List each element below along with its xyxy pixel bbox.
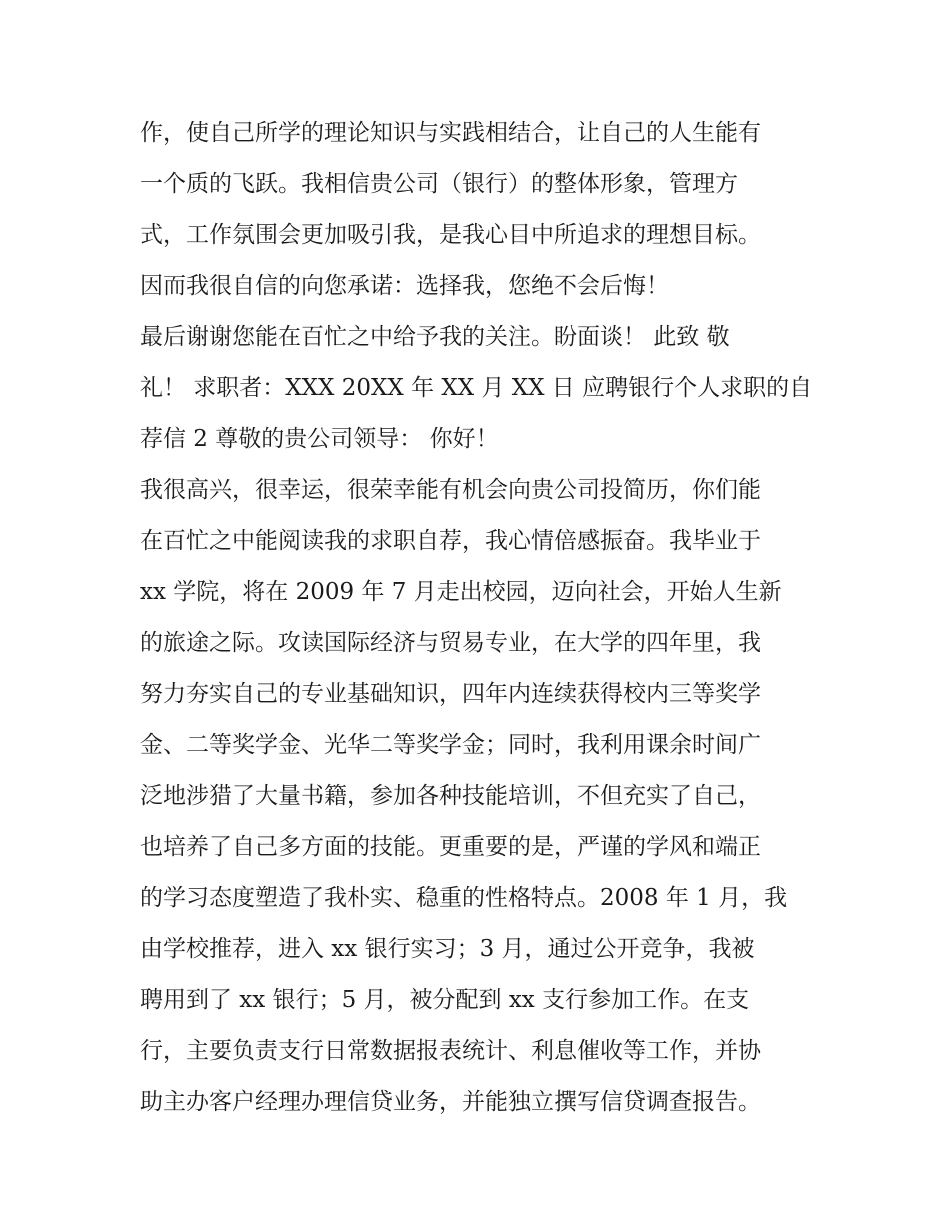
text-line-5: 最后谢谢您能在百忙之中给予我的关注。盼面谈！ 此致 敬 xyxy=(140,324,730,350)
text-line-10: xx 学院，将在 2009 年 7 月走出校园，迈向社会，开始人生新 xyxy=(140,579,782,605)
text-line-17: 由学校推荐，进入 xx 银行实习；3 月，通过公开竞争，我被 xyxy=(140,936,755,962)
text-line-2: 一个质的飞跃。我相信贵公司（银行）的整体形象，管理方 xyxy=(140,171,738,197)
text-line-12: 努力夯实自己的专业基础知识，四年内连续获得校内三等奖学 xyxy=(140,681,761,707)
text-line-9: 在百忙之中能阅读我的求职自荐，我心情倍感振奋。我毕业于 xyxy=(140,528,761,554)
text-line-15: 也培养了自己多方面的技能。更重要的是，严谨的学风和端正 xyxy=(140,834,761,860)
text-line-8: 我很高兴，很幸运，很荣幸能有机会向贵公司投简历，你们能 xyxy=(140,477,761,503)
text-line-11: 的旅途之际。攻读国际经济与贸易专业，在大学的四年里，我 xyxy=(140,630,761,656)
text-line-1: 作，使自己所学的理论知识与实践相结合，让自己的人生能有 xyxy=(140,120,761,146)
text-line-4: 因而我很自信的向您承诺：选择我，您绝不会后悔！ xyxy=(140,273,669,299)
text-line-19: 行，主要负责支行日常数据报表统计、利息催收等工作，并协 xyxy=(140,1038,761,1064)
text-line-14: 泛地涉猎了大量书籍，参加各种技能培训，不但充实了自己， xyxy=(140,783,761,809)
text-line-20: 助主办客户经理办理信贷业务，并能独立撰写信贷调查报告。 xyxy=(140,1089,761,1115)
body-text xyxy=(140,108,830,1128)
text-line-16: 的学习态度塑造了我朴实、稳重的性格特点。2008 年 1 月，我 xyxy=(140,885,788,911)
text-line-18: 聘用到了 xx 银行；5 月，被分配到 xx 支行参加工作。在支 xyxy=(140,987,750,1013)
text-line-3: 式，工作氛围会更加吸引我，是我心目中所追求的理想目标。 xyxy=(140,222,761,248)
text-line-7: 荐信 2 尊敬的贵公司领导： 你好！ xyxy=(140,426,499,452)
text-line-6: 礼！ 求职者：XXX 20XX 年 XX 月 XX 日 应聘银行个人求职的自 xyxy=(140,375,813,401)
text-line-13: 金、二等奖学金、光华二等奖学金；同时，我利用课余时间广 xyxy=(140,732,761,758)
